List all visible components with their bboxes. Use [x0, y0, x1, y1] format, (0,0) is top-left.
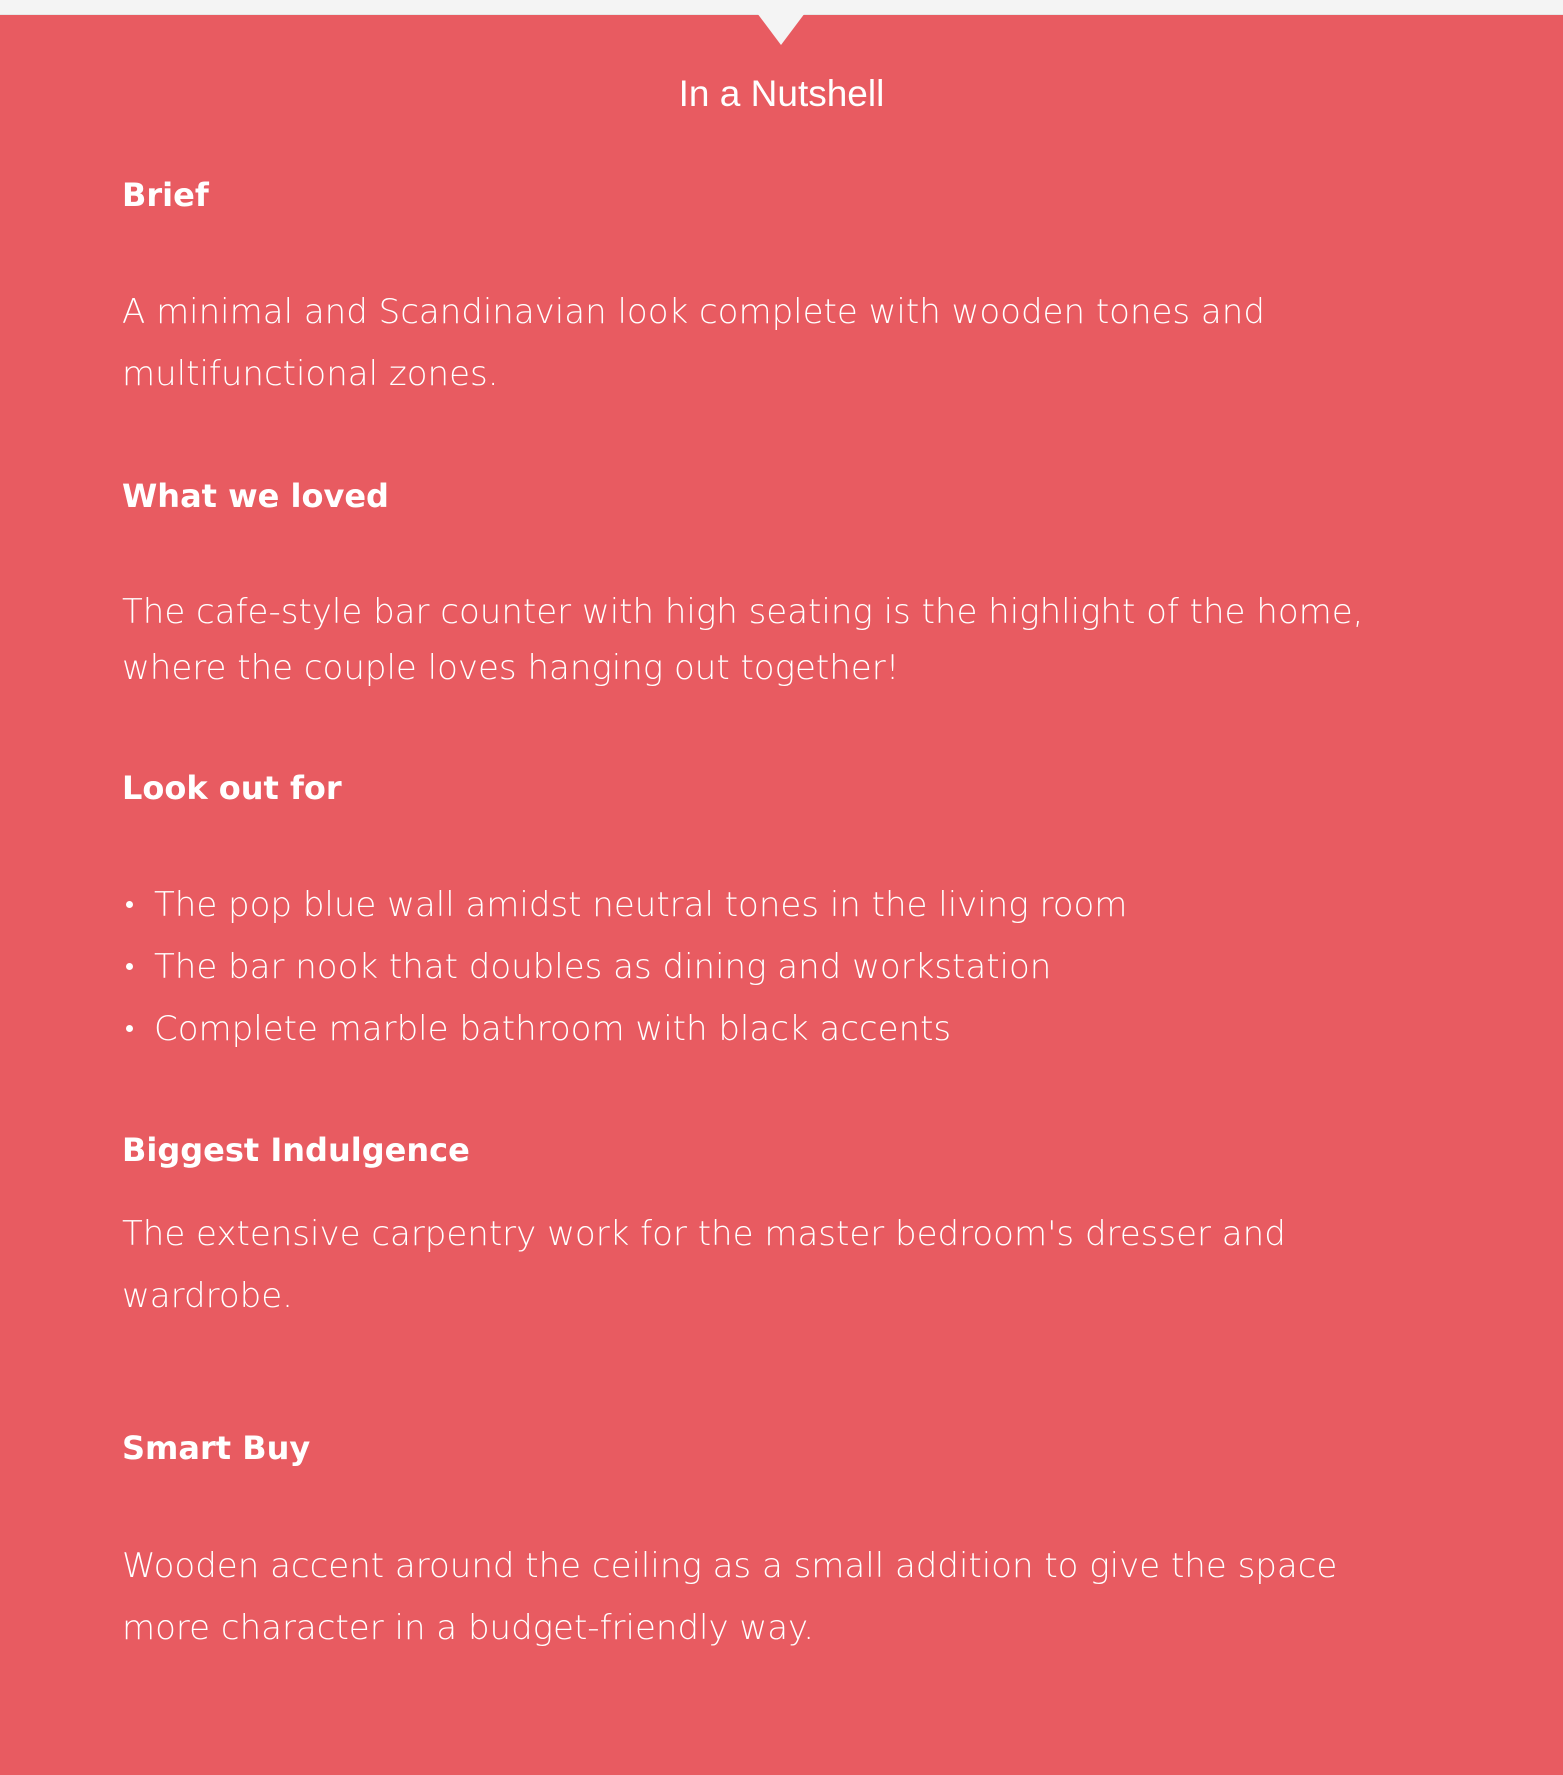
what-we-loved-text: [122, 584, 1542, 696]
smart-buy-heading: Smart Buy: [122, 1429, 311, 1467]
list-item-text: Complete marble bathroom with black accents: [154, 1009, 952, 1049]
smart-buy-line-2: more character in a budget-friendly way.: [122, 1608, 815, 1648]
smart-buy-line-1: Wooden accent around the ceiling as a small addition to give the space: [122, 1546, 1338, 1586]
look-out-for-heading: Look out for: [122, 769, 342, 807]
page-title: In a Nutshell: [678, 73, 885, 114]
list-item: [122, 874, 1127, 936]
biggest-indulgence-line-1: The extensive carpentry work for the master bedroom's dresser and: [122, 1214, 1286, 1254]
brief-heading: Brief: [122, 176, 209, 214]
list-item: [122, 998, 1127, 1060]
biggest-indulgence-text: [122, 1203, 1542, 1327]
bullet-dot-icon: [126, 901, 133, 908]
brief-line-1: A minimal and Scandinavian look complete with wooden tones and: [122, 292, 1265, 332]
list-item-text: The pop blue wall amidst neutral tones in the living room: [154, 885, 1128, 925]
what-we-loved-line-1: The cafe-style bar counter with high seating is the highlight of the home,: [122, 592, 1364, 632]
what-we-loved-heading: What we loved: [122, 477, 389, 515]
biggest-indulgence-line-2: wardrobe.: [122, 1276, 293, 1316]
bullet-dot-icon: [126, 1025, 133, 1032]
list-item-text: The bar nook that doubles as dining and workstation: [154, 947, 1052, 987]
what-we-loved-line-2: where the couple loves hanging out together!: [122, 648, 900, 688]
look-out-for-list: [122, 874, 1127, 1060]
brief-text: [122, 281, 1542, 405]
list-item: [122, 936, 1127, 998]
brief-line-2: multifunctional zones.: [122, 354, 499, 394]
smart-buy-text: [122, 1535, 1542, 1659]
biggest-indulgence-heading: Biggest Indulgence: [122, 1131, 470, 1169]
section-notch-pointer: [757, 13, 805, 45]
bullet-dot-icon: [126, 963, 133, 970]
